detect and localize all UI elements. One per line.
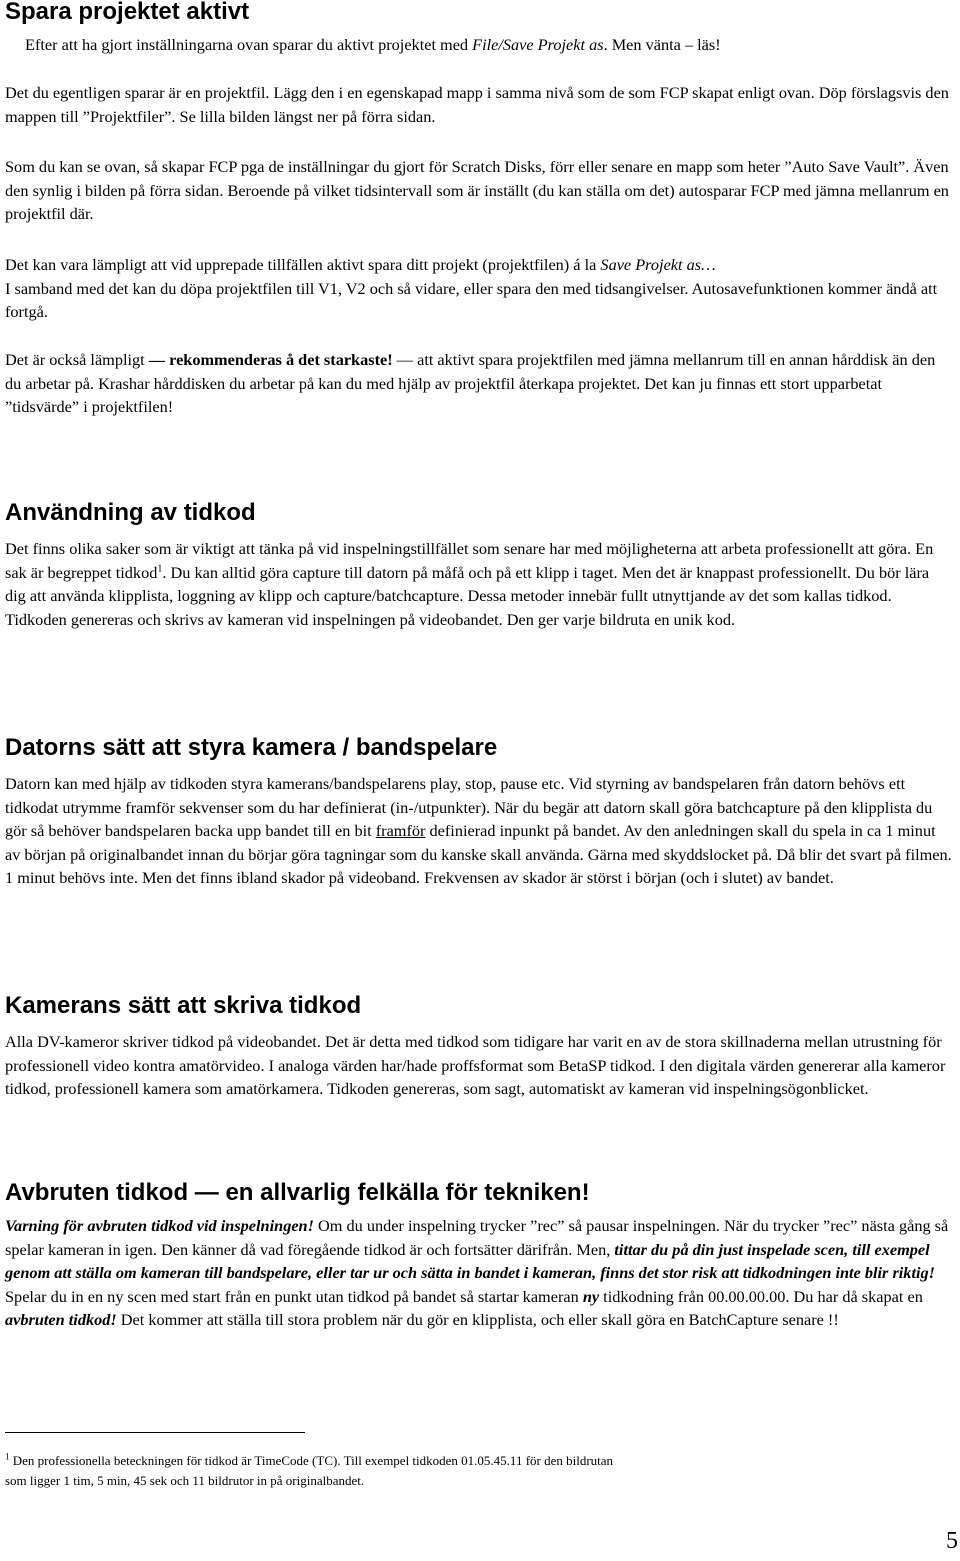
paragraph-avbruten: Varning för avbruten tidkod vid inspelningen! Om du under inspelning trycker ”rec” så pausar inspelningen. När du trycker ”rec” nästa gång så spelar kameran in igen. Den känner då vad föregående tidkod är och fortsätter därifrån. Men, tittar du på din just inspelade scen, till exempel genom att ställa om kameran till bandspelare, eller tar ur och sätta in bandet i kameran, finns det stor risk att tidkodningen inte blir riktig! Spelar du in en ny scen med start från en punkt utan tidkod på bandet så startar kameran ny tidkodning från 00.00.00.00. Du har då skapat en avbruten tidkod! Det kommer att ställa till stora problem när du gör en klipplista, och eller skall göra en BatchCapture senare !! — [5, 1216, 949, 1330]
paragraph-spara-1: Efter att ha gjort inställningarna ovan sparar du aktivt projektet med File/Save Projekt as. Men vänta – läs! — [25, 35, 721, 54]
paragraph-spara-2: Som du kan se ovan, så skapar FCP pga de inställningar du gjort för Scratch Disks, förr eller senare en mapp som heter ”Auto Save Vault”. Även den synlig i bilden på förra sidan. Beroende på vilket tidsintervall som är inställt (du kan ställa om det) autosparar FCP med jämna mellanrum en projektfil där. — [5, 157, 949, 224]
section-title-kamerans: Kamerans sätt att skriva tidkod — [5, 992, 362, 1019]
footnote: $^1$ Den professionella beteckningen för tidkod är TimeCode (TC). Till exempel tidkoden 01.05.45.11 för den bildrutan som ligger 1 tim, 5 min, 45 sek och 11 bildrutor in på originalbandet. — [5, 1451, 614, 1488]
section-title-spara: Spara projektet aktivt — [5, 0, 250, 25]
footnote-ref: 1 — [157, 563, 163, 575]
section-title-avbruten: Avbruten tidkod — en allvarlig felkälla för tekniken! — [5, 1179, 590, 1206]
section-title-datorns: Datorns sätt att styra kamera / bandspelare — [5, 734, 498, 761]
paragraph-anvandning: Det finns olika saker som är viktigt att tänka på vid inspelningstillfället som senare har med möjligheterna att arbeta professionellt att göra. En sak är begreppet tidkod$^1$. Du kan alltid göra capture till datorn på måfå och på ett klipp i taget. Men det är knappast professionellt. Du bör lära dig att använda klipplista, loggning av klipp och capture/batchcapture. Dessa metoder innebär fullt utnyttjande av det som kallas tidkod. Tidkoden genereras och skrivs av kameran vid inspelningen på videobandet. Den ger varje bildruta en unik kod. — [5, 539, 934, 629]
paragraph-spara-3: Det kan vara lämpligt att vid upprepade tillfällen aktivt spara ditt projekt (projektfilen) á la Save Projekt as… I samband med det kan du döpa projektfilen till V1, V2 och så vidare, eller spara den med tidsangivelser. Autosavefunktionen kommer ändå att fortgå. — [5, 255, 938, 322]
paragraph-kamerans: Alla DV-kameror skriver tidkod på videobandet. Det är detta med tidkod som tidigare har varit en av de stora skillnaderna mellan utrustning för professionell video kontra amatörvideo. I analoga värden har/hade proffsformat som BetaSP tidkod. I den digitala värden genererar alla kameror tidkod, professionell kamera som amatörkamera. Tidkoden genereras, som sagt, automatiskt av kameran vid inspelningsögonblicket. — [5, 1032, 946, 1099]
section-title-anvandning: Användning av tidkod — [5, 499, 256, 526]
footnote-number: 1 — [5, 1451, 10, 1462]
paragraph-datorns: Datorn kan med hjälp av tidkoden styra kamerans/bandspelarens play, stop, pause etc. Vid styrning av bandspelaren från datorn behövs ett tidkodat utrymme framför sekvenser som du har definierat (in-/utpunkter). När du begär att datorn skall göra batchcapture på den klipplista du gör så behöver bandspelaren backa upp bandet till en bit framför definierad inpunkt på bandet. Av den anledningen skall du spela in ca 1 minut av början på originalbandet innan du börjar göra tagningar som du kanske skall använda. Gärna med skyddslocket på. Då blir det svart på filmen. 1 minut behövs inte. Men det finns ibland skador på videoband. Frekvensen av skador är störst i början (och i slutet) av bandet. — [5, 774, 952, 888]
footnote-divider — [5, 1432, 305, 1433]
paragraph-spara-4: Det är också lämpligt — rekommenderas å det starkaste! — att aktivt spara projektfilen med jämna mellanrum till en annan hårddisk än den du arbetar på. Krashar hårddisken du arbetar på kan du med hjälp av projektfil återkapa projektet. Det kan ju finnas ett stort upparbetat ”tidsvärde” i projektfilen! — [5, 350, 936, 417]
page-number: 5 — [946, 1528, 958, 1554]
paragraph-spara-1b: Det du egentligen sparar är en projektfil. Lägg den i en egenskapad mapp i samma nivå som de som FCP skapat enligt ovan. Döp förslagsvis den mappen till ”Projektfiler”. Se lilla bilden längst ner på förra sidan. — [5, 83, 949, 126]
